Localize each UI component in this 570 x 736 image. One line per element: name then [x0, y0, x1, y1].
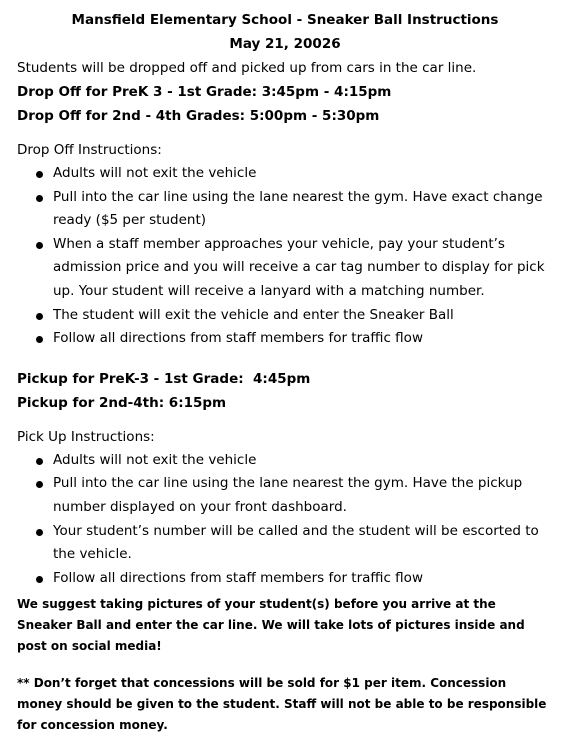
pickup-instructions-label: Pick Up Instructions: — [17, 428, 155, 445]
dropoff-time-2nd-4th: Drop Off for 2nd - 4th Grades: 5:00pm - 5:30pm — [17, 108, 380, 124]
list-item — [53, 162, 553, 186]
bullet-icon — [36, 336, 43, 343]
list-item-text: When a staff member approaches your vehicle, pay your student’s admission price and you will receive a car tag number to display for pick up. Your student will receive a lanyard with a matching number. — [53, 235, 545, 299]
list-item — [53, 304, 553, 328]
list-item — [53, 449, 553, 473]
document-title: Mansfield Elementary School - Sneaker Ball Instructions — [71, 12, 499, 28]
list-item-text: Adults will not exit the vehicle — [53, 451, 257, 468]
bullet-icon — [36, 481, 43, 488]
bullet-icon — [36, 576, 43, 583]
list-item-text: Follow all directions from staff members for traffic flow — [53, 569, 423, 586]
bullet-icon — [36, 458, 43, 465]
event-date: May 21, 20026 — [229, 36, 341, 52]
bullet-icon — [36, 195, 43, 202]
bullet-icon — [36, 529, 43, 536]
pickup-instructions-list — [17, 449, 553, 591]
bullet-icon — [36, 313, 43, 320]
intro-text: Students will be dropped off and picked up from cars in the car line. — [17, 60, 477, 76]
list-item-text: Pull into the car line using the lane nearest the gym. Have exact change ready ($5 per student) — [53, 188, 543, 229]
bullet-icon — [36, 171, 43, 178]
list-item — [53, 327, 553, 351]
dropoff-instructions-list — [17, 162, 553, 351]
list-item-text: Pull into the car line using the lane nearest the gym. Have the pickup number displayed on your front dashboard. — [53, 475, 523, 515]
pickup-time-2nd-4th: Pickup for 2nd-4th: 6:15pm — [17, 394, 227, 411]
list-item — [53, 472, 553, 519]
list-item — [53, 186, 553, 233]
concessions-note: ** Don’t forget that concessions will be sold for $1 per item. Concession money should be given to the student. Staff will not be able to be responsible for concession money. — [17, 676, 547, 733]
list-item-text: Your student’s number will be called and the student will be escorted to the vehicle. — [53, 522, 539, 563]
list-item-text: Adults will not exit the vehicle — [53, 165, 257, 181]
photo-suggestion: We suggest taking pictures of your student(s) before you arrive at the Sneaker Ball and enter the car line. We will take lots of pictures inside and post on social media! — [17, 597, 525, 654]
bullet-icon — [36, 242, 43, 249]
pickup-time-prek: Pickup for PreK-3 - 1st Grade: 4:45pm — [17, 370, 311, 387]
list-item-text: Follow all directions from staff members for traffic flow — [53, 330, 423, 347]
dropoff-time-prek: Drop Off for PreK 3 - 1st Grade: 3:45pm - 4:15pm — [17, 84, 392, 100]
list-item — [53, 520, 553, 567]
list-item — [53, 567, 553, 591]
dropoff-instructions-label: Drop Off Instructions: — [17, 142, 162, 158]
list-item-text: The student will exit the vehicle and enter the Sneaker Ball — [53, 306, 454, 323]
list-item — [53, 233, 553, 304]
